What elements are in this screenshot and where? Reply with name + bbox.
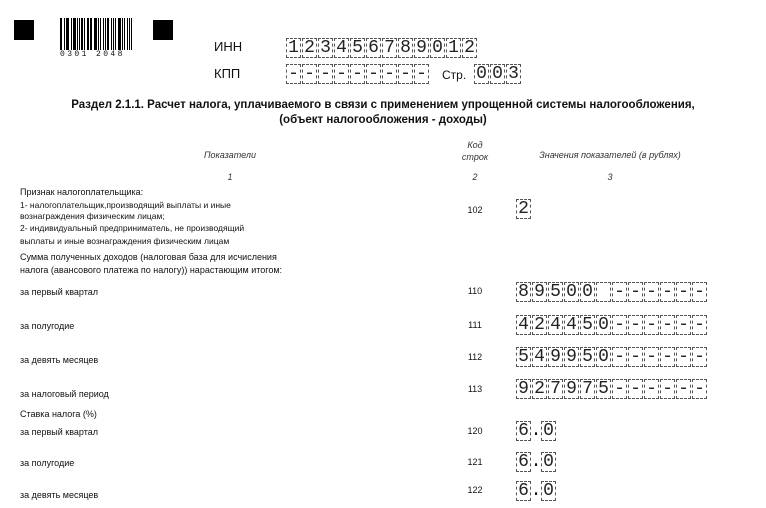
corner-marker-left — [14, 20, 34, 40]
rate-heading: Ставка налога (%) — [20, 409, 97, 419]
digit-cell[interactable]: - — [676, 379, 691, 399]
digit-cell[interactable]: 5 — [580, 315, 595, 335]
rate-frac-cell[interactable]: 0 — [541, 481, 556, 501]
barcode-bar — [127, 18, 129, 50]
digit-cell[interactable]: 8 — [516, 282, 531, 302]
income-row-code: 112 — [467, 352, 483, 362]
rate-value-cells[interactable] — [516, 452, 557, 472]
digit-cell[interactable]: 3 — [506, 64, 521, 84]
barcode-bar — [98, 18, 99, 50]
income-value-cells[interactable] — [516, 282, 708, 302]
digit-cell[interactable]: - — [318, 64, 333, 84]
income-value-cells[interactable] — [516, 379, 708, 399]
rate-decimal-point: . — [530, 421, 542, 441]
digit-cell[interactable]: 9 — [564, 379, 579, 399]
digit-cell[interactable]: - — [286, 64, 301, 84]
digit-cell[interactable]: 9 — [564, 347, 579, 367]
section-title-line2: (объект налогообложения - доходы) — [279, 114, 487, 126]
digit-cell[interactable]: - — [660, 379, 675, 399]
digit-cell[interactable]: 1 — [446, 38, 461, 58]
digit-cell[interactable]: - — [692, 347, 707, 367]
digit-cell[interactable]: - — [644, 347, 659, 367]
digit-cell[interactable]: 5 — [580, 347, 595, 367]
digit-cell[interactable] — [596, 282, 611, 302]
digit-cell[interactable]: 0 — [474, 64, 489, 84]
digit-cell[interactable]: 2 — [532, 315, 547, 335]
barcode-bar — [60, 18, 62, 50]
digit-cell[interactable]: - — [692, 379, 707, 399]
digit-cell[interactable]: 5 — [350, 38, 365, 58]
digit-cell[interactable]: - — [628, 315, 643, 335]
inn-label: ИНН — [214, 39, 243, 54]
digit-cell[interactable]: 7 — [580, 379, 595, 399]
digit-cell[interactable]: - — [660, 282, 675, 302]
digit-cell[interactable]: 2 — [516, 199, 531, 219]
rate-row-code: 122 — [467, 485, 483, 495]
digit-cell[interactable]: - — [414, 64, 429, 84]
digit-cell[interactable]: 9 — [548, 347, 563, 367]
digit-cell[interactable]: - — [644, 379, 659, 399]
digit-cell[interactable]: - — [612, 379, 627, 399]
digit-cell[interactable]: - — [692, 315, 707, 335]
page-cells[interactable] — [474, 64, 522, 84]
barcode-bar — [115, 18, 117, 50]
taxpayer-opt2-line2: выплаты и иные вознаграждения физическим лицам — [20, 236, 230, 246]
barcode-bar — [87, 18, 89, 50]
barcode-bar — [118, 18, 121, 50]
digit-cell[interactable]: 0 — [564, 282, 579, 302]
income-row-code: 111 — [468, 320, 482, 330]
digit-cell[interactable]: 5 — [516, 347, 531, 367]
col-code-header-line2: строк — [461, 152, 489, 162]
digit-cell[interactable]: - — [676, 347, 691, 367]
rate-frac-cell[interactable]: 0 — [541, 421, 556, 441]
digit-cell[interactable]: - — [644, 282, 659, 302]
barcode — [60, 14, 134, 50]
page-label: Стр. — [442, 68, 467, 82]
rate-int-cell[interactable]: 6 — [516, 481, 531, 501]
digit-cell[interactable]: - — [302, 64, 317, 84]
barcode-bar — [64, 18, 65, 50]
digit-cell[interactable]: - — [628, 379, 643, 399]
digit-cell[interactable]: 6 — [366, 38, 381, 58]
digit-cell[interactable]: 0 — [580, 282, 595, 302]
code-102: 102 — [467, 205, 483, 215]
rate-decimal-point: . — [530, 452, 542, 472]
col-indicators-header: Показатели — [204, 150, 256, 160]
rate-int-cell[interactable]: 6 — [516, 421, 531, 441]
digit-cell[interactable]: 1 — [286, 38, 301, 58]
digit-cell[interactable]: - — [676, 282, 691, 302]
barcode-bar — [100, 18, 102, 50]
digit-cell[interactable]: - — [366, 64, 381, 84]
income-heading-line1: Сумма полученных доходов (налоговая база для исчисления — [20, 252, 277, 262]
income-row-code: 110 — [467, 286, 483, 296]
rate-row-label: за первый квартал — [20, 427, 99, 437]
rate-row-code: 120 — [467, 426, 483, 436]
barcode-bar — [129, 18, 130, 50]
digit-cell[interactable]: 0 — [490, 64, 505, 84]
digit-cell[interactable]: - — [660, 315, 675, 335]
digit-cell[interactable]: - — [660, 347, 675, 367]
barcode-bar — [79, 18, 80, 50]
barcode-bar — [124, 18, 125, 50]
barcode-bar — [66, 18, 67, 50]
rate-decimal-point: . — [530, 481, 542, 501]
barcode-digits: 0301 2048 — [60, 50, 125, 59]
income-row-label: за полугодие — [20, 321, 75, 331]
digit-cell[interactable]: - — [628, 282, 643, 302]
digit-cell[interactable]: - — [692, 282, 707, 302]
digit-cell[interactable]: 9 — [532, 282, 547, 302]
section-title-line1: Раздел 2.1.1. Расчет налога, уплачиваемого в связи с применением упрощенной системы налогообложения, — [71, 99, 695, 111]
digit-cell[interactable]: 2 — [302, 38, 317, 58]
barcode-bar — [71, 18, 72, 50]
digit-cell[interactable]: 2 — [462, 38, 477, 58]
col-num-2: 2 — [472, 172, 478, 182]
barcode-bar — [90, 18, 91, 50]
col-values-header: Значения показателей (в рублях) — [539, 150, 681, 160]
digit-cell[interactable]: - — [628, 347, 643, 367]
barcode-bar — [105, 18, 106, 50]
digit-cell[interactable]: 7 — [382, 38, 397, 58]
income-row-code: 113 — [467, 384, 483, 394]
inn-cells[interactable] — [286, 38, 478, 58]
income-row-label: за первый квартал — [20, 287, 99, 297]
barcode-bar — [84, 18, 85, 50]
barcode-bar — [77, 18, 78, 50]
digit-cell[interactable]: - — [612, 282, 627, 302]
barcode-bar — [94, 18, 97, 50]
rate-row-label: за полугодие — [20, 458, 75, 468]
digit-cell[interactable]: 5 — [596, 379, 611, 399]
digit-cell[interactable]: 8 — [398, 38, 413, 58]
barcode-bar — [103, 18, 104, 50]
barcode-bar — [122, 18, 123, 50]
digit-cell[interactable]: - — [382, 64, 397, 84]
digit-cell[interactable]: - — [398, 64, 413, 84]
rate-int-cell[interactable]: 6 — [516, 452, 531, 472]
corner-marker-right — [153, 20, 173, 40]
digit-cell[interactable]: 0 — [596, 315, 611, 335]
barcode-bar — [73, 18, 76, 50]
digit-cell[interactable]: - — [334, 64, 349, 84]
rate-row-label: за девять месяцев — [20, 490, 99, 500]
col-num-3: 3 — [607, 172, 613, 182]
digit-cell[interactable]: 2 — [532, 379, 547, 399]
kpp-label: КПП — [214, 66, 241, 81]
rate-row-code: 121 — [467, 457, 483, 467]
taxpayer-opt2-line1: 2- индивидуальный предприниматель, не производящий — [20, 223, 245, 233]
income-value-cells[interactable] — [516, 347, 708, 367]
barcode-bar — [107, 18, 109, 50]
income-heading-line2: налога (авансового платежа по налогу)) нарастающим итогом: — [20, 265, 283, 275]
barcode-bar — [91, 18, 92, 50]
rate-value-cells[interactable] — [516, 421, 557, 441]
rate-frac-cell[interactable]: 0 — [541, 452, 556, 472]
digit-cell[interactable]: 3 — [318, 38, 333, 58]
digit-cell[interactable]: 4 — [334, 38, 349, 58]
digit-cell[interactable]: 7 — [548, 379, 563, 399]
income-value-cells[interactable] — [516, 315, 708, 335]
digit-cell[interactable]: - — [612, 315, 627, 335]
income-row-label: за девять месяцев — [20, 355, 99, 365]
digit-cell[interactable]: 0 — [596, 347, 611, 367]
digit-cell[interactable]: - — [350, 64, 365, 84]
taxpayer-opt1-line2: вознаграждения физическим лицам; — [20, 211, 165, 221]
col-num-1: 1 — [227, 172, 233, 182]
digit-cell[interactable]: 9 — [414, 38, 429, 58]
taxpayer-value-cells[interactable] — [516, 199, 532, 219]
barcode-bar — [113, 18, 114, 50]
digit-cell[interactable]: - — [644, 315, 659, 335]
digit-cell[interactable]: 0 — [430, 38, 445, 58]
income-row-label: за налоговый период — [20, 389, 109, 399]
digit-cell[interactable]: 4 — [516, 315, 531, 335]
digit-cell[interactable]: 4 — [564, 315, 579, 335]
digit-cell[interactable]: 4 — [548, 315, 563, 335]
barcode-bar — [111, 18, 112, 50]
rate-value-cells[interactable] — [516, 481, 557, 501]
digit-cell[interactable]: 4 — [532, 347, 547, 367]
digit-cell[interactable]: 5 — [548, 282, 563, 302]
taxpayer-opt1-line1: 1- налогоплательщик,производящий выплаты и иные — [20, 200, 231, 210]
kpp-cells[interactable] — [286, 64, 430, 84]
digit-cell[interactable]: - — [676, 315, 691, 335]
barcode-bar — [67, 18, 69, 50]
barcode-bar — [131, 18, 132, 50]
col-code-header-line1: Код — [467, 140, 483, 150]
digit-cell[interactable]: 9 — [516, 379, 531, 399]
digit-cell[interactable]: - — [612, 347, 627, 367]
barcode-bar — [81, 18, 83, 50]
taxpayer-label: Признак налогоплательщика: — [20, 187, 144, 197]
